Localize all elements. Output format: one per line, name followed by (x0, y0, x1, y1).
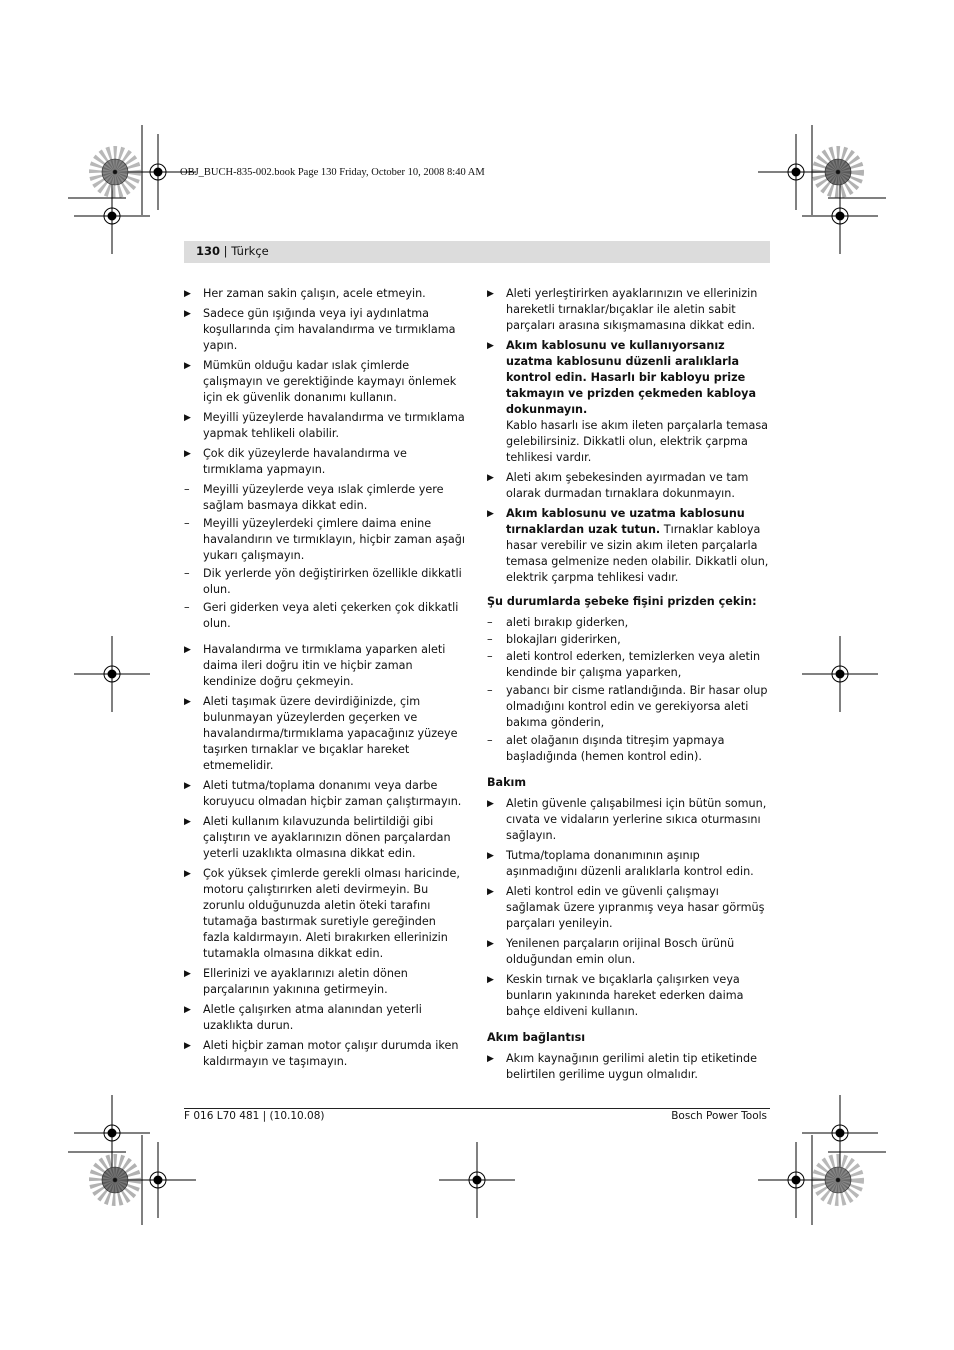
list-item: – alet olağanın dışında titreşim yapmaya başladığında (hemen kontrol edin). (487, 734, 725, 763)
list-item: ▶ Aletin güvenle çalışabilmesi için bütün somun, cıvata ve vidaların yerlerine sıkıca oturmasını sağlayın. (487, 797, 767, 842)
left-column (184, 286, 466, 1070)
bullet-triangle-icon: ▶ (184, 969, 191, 979)
bullet-triangle-icon: ▶ (487, 509, 494, 519)
header-separator: | (223, 244, 228, 258)
list-item: ▶ Akım kablosunu ve kullanıyorsanız uzatma kablosunu düzenli aralıklarla kontrol edin. Hasarlı bir kabloyu prize takmayın ve prizden çekmeden kabloya dokunmayın. Kablo hasarlı ise akım ileten parçalarla temasa gelebilirsiniz. Dikkatli olun, elektrik çarpma tehlikesi vardır. (487, 339, 769, 464)
section-heading-power: Akım bağlantısı (487, 1031, 586, 1044)
footer-doc-code: F 016 L70 481 | (10.10.08) (184, 1110, 325, 1122)
footer-rule (184, 1108, 770, 1109)
bullet-triangle-icon: ▶ (184, 449, 191, 459)
warning-bold-text: Akım kablosunu ve kullanıyorsanız uzatma kablosunu düzenli aralıklarla kontrol edin. Hasarlı bir kabloyu prize takmayın ve prizden çekmeden kabloya dokunmayın. (506, 339, 757, 416)
list-item: ▶ Aleti kullanım kılavuzunda belirtildiği gibi çalıştırın ve ayaklarınızın dönen parçalardan yeterli uzaklıkta olmasına dikkat edin. (184, 815, 451, 860)
dash-marker: – (184, 601, 190, 614)
list-item: – aleti bırakıp giderken, (487, 616, 629, 629)
right-column (487, 286, 770, 1083)
bullet-triangle-icon: ▶ (487, 887, 494, 897)
bullet-triangle-icon: ▶ (487, 799, 494, 809)
bullet-triangle-icon: ▶ (184, 645, 191, 655)
list-item: ▶ Tutma/toplama donanımının aşınıp aşınmadığını düzenli aralıklarla kontrol edin. (487, 849, 754, 878)
bullet-triangle-icon: ▶ (184, 697, 191, 707)
dash-marker: – (184, 517, 190, 530)
list-item: – blokajları giderirken, (487, 633, 621, 646)
list-item: ▶ Mümkün olduğu kadar ıslak çimlerde çalışmayın ve gerektiğinde kaymayı önlemek için ek güvenlik donanımı kullanın. (184, 359, 457, 404)
bullet-triangle-icon: ▶ (184, 781, 191, 791)
footer-brand: Bosch Power Tools (671, 1110, 767, 1122)
list-item: ▶ Aleti akım şebekesinden ayırmadan ve tam olarak durmadan tırnaklara dokunmayın. (487, 471, 749, 500)
list-item: – Geri giderken veya aleti çekerken çok dikkatli olun. (184, 601, 459, 630)
header-language: Türkçe (231, 244, 269, 258)
list-item: ▶ Aleti hiçbir zaman motor çalışır durumda iken kaldırmayın ve taşımayın. (184, 1039, 459, 1068)
list-item: ▶ Çok dik yüzeylerde havalandırma ve tırmıklama yapmayın. (184, 447, 407, 476)
bullet-triangle-icon: ▶ (184, 817, 191, 827)
print-slug: OBJ_BUCH-835-002.book Page 130 Friday, October 10, 2008 8:40 AM (180, 167, 485, 178)
list-item: ▶ Sadece gün ışığında veya iyi aydınlatma koşullarında çim havalandırma ve tırmıklama yapın. (184, 307, 456, 352)
list-item: ▶ Her zaman sakin çalışın, acele etmeyin. (184, 287, 426, 300)
bullet-triangle-icon: ▶ (184, 1005, 191, 1015)
list-item: – Meyilli yüzeylerde veya ıslak çimlerde yere sağlam basmaya dikkat edin. (184, 483, 444, 512)
section-heading-maintenance: Bakım (487, 776, 527, 789)
list-item: ▶ Aleti taşımak üzere devirdiğinizde, çim bulunmayan yüzeylerden geçerken ve havalandırma/tırmıklama yapacağınız yüzeye taşırken tırnaklar ve bıçaklar hareket etmemelidir. (184, 695, 458, 772)
page-header (196, 244, 269, 258)
page-number: 130 (196, 244, 221, 258)
list-item: ▶ Havalandırma ve tırmıklama yaparken aleti daima ileri doğru itin ve hiçbir zaman kendinize doğru çekmeyin. (184, 643, 446, 688)
list-item: ▶ Aleti kontrol edin ve güvenli çalışmayı sağlamak üzere yıpranmış veya hasar görmüş parçaları yenileyin. (487, 885, 765, 930)
bullet-triangle-icon: ▶ (487, 975, 494, 985)
bullet-triangle-icon: ▶ (487, 473, 494, 483)
list-item: – yabancı bir cisme ratlandığında. Bir hasar olup olmadığını kontrol edin ve gerekiyorsa aleti bakıma gönderin, (487, 684, 768, 729)
bullet-triangle-icon: ▶ (184, 869, 191, 879)
dash-marker: – (184, 483, 190, 496)
bullet-triangle-icon: ▶ (184, 1041, 191, 1051)
bullet-triangle-icon: ▶ (487, 1054, 494, 1064)
page-header-bar (184, 241, 770, 263)
warning-bold-text: Akım kablosunu ve uzatma kablosunu tırnaklardan uzak tutun. (506, 507, 745, 536)
list-item: ▶ Çok yüksek çimlerde gerekli olması haricinde, motoru çalıştırırken aleti devirmeyin. Bu zorunlu olduğunuzda aletin öteki tarafını tutamağa bastırmak suretiyle gereğinden fazla kaldırmayın. Aleti bırakırken ellerinizin tutamakla olmasına dikkat edin. (184, 867, 460, 960)
bullet-triangle-icon: ▶ (487, 939, 494, 949)
dash-marker: – (487, 684, 493, 697)
bullet-triangle-icon: ▶ (487, 851, 494, 861)
list-item: ▶ Aleti tutma/toplama donanımı veya darbe koruyucu olmadan hiçbir zaman çalıştırmayın. (184, 779, 462, 808)
bullet-triangle-icon: ▶ (184, 361, 191, 371)
bullet-triangle-icon: ▶ (184, 309, 191, 319)
section-heading-unplug: Şu durumlarda şebeke fişini prizden çekin: (487, 595, 757, 608)
list-item: – aleti kontrol ederken, temizlerken veya aletin kendinde bir çalışma yaparken, (487, 650, 761, 679)
list-item: ▶ Yenilenen parçaların orijinal Bosch ürünü olduğundan emin olun. (487, 937, 735, 966)
list-item: – Dik yerlerde yön değiştirirken özellikle dikkatli olun. (184, 567, 462, 596)
list-item: – Meyilli yüzeylerdeki çimlere daima enine havalandırın ve tırmıklayın, hiçbir zaman aşağı yukarı çalışmayın. (184, 517, 465, 562)
list-item: ▶ Meyilli yüzeylerde havalandırma ve tırmıklama yapmak tehlikeli olabilir. (184, 411, 465, 440)
bullet-triangle-icon: ▶ (184, 413, 191, 423)
bullet-triangle-icon: ▶ (487, 341, 494, 351)
list-item: ▶ Keskin tırnak ve bıçaklarla çalışırken veya bunların yakınında hareket ederken daima bahçe eldiveni kullanın. (487, 973, 744, 1018)
dash-marker: – (487, 616, 493, 629)
list-item: ▶ Aleti yerleştirirken ayaklarınızın ve ellerinizin hareketli tırnaklar/bıçaklar ile aletin sabit parçaları arasına sıkışmamasına dikkat edin. (487, 287, 758, 332)
list-item: ▶ Aletle çalışırken atma alanından yeterli uzaklıkta durun. (184, 1003, 422, 1032)
dash-marker: – (184, 567, 190, 580)
dash-marker: – (487, 734, 493, 747)
list-item: ▶ Akım kablosunu ve uzatma kablosunu tırnaklardan uzak tutun. Tırnaklar kabloya hasar verebilir ve sizin akım ileten parçalarla temasa gelmenize neden olabilir. Dikkatli olun, elektrik çarpma tehlikesi vadır. (487, 507, 769, 584)
dash-marker: – (487, 633, 493, 646)
list-item: ▶ Ellerinizi ve ayaklarınızı aletin dönen parçalarının yakınına getirmeyin. (184, 967, 408, 996)
bullet-triangle-icon: ▶ (487, 289, 494, 299)
list-item: ▶ Akım kaynağının gerilimi aletin tip etiketinde belirtilen gerilime uygun olmalıdır. (487, 1052, 757, 1081)
dash-marker: – (487, 650, 493, 663)
bullet-triangle-icon: ▶ (184, 289, 191, 299)
